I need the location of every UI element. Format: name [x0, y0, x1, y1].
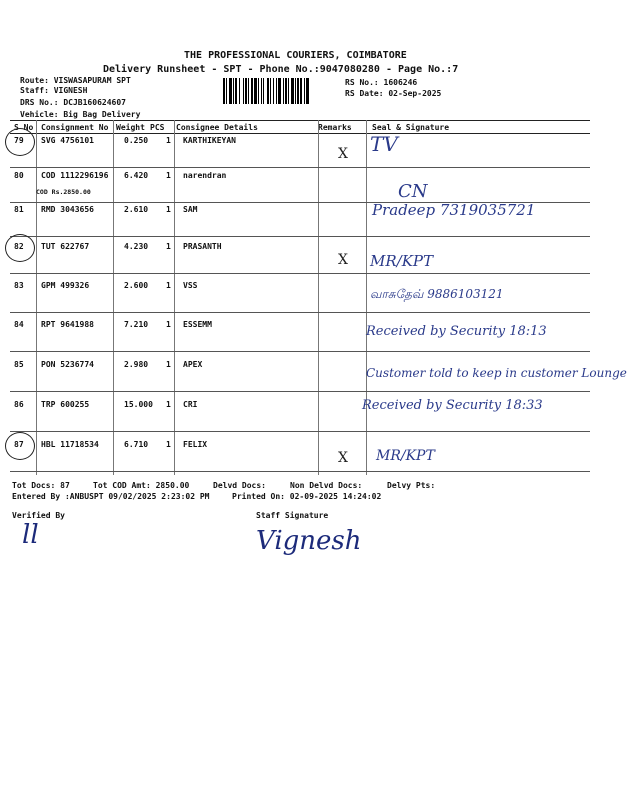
barcode-bar — [267, 78, 269, 104]
row-cod-amount: COD Rs.2850.00 — [36, 188, 91, 196]
row-consignee: VSS — [183, 281, 198, 290]
barcode-bar — [304, 78, 305, 104]
row-weight: 2.980 — [124, 360, 149, 369]
tot-docs: Tot Docs: 87 — [12, 481, 70, 490]
barcode-bar — [278, 78, 281, 104]
row-sno: 87 — [14, 440, 24, 449]
row-weight: 7.210 — [124, 320, 149, 329]
row-remark-mark: X — [338, 252, 348, 268]
barcode-bar — [306, 78, 309, 104]
row-consignment: GPM 499326 — [41, 281, 90, 290]
col-remarks: Remarks — [318, 123, 352, 132]
barcode-bar — [239, 78, 240, 104]
table-header-rule — [10, 133, 590, 134]
row-separator — [10, 351, 590, 352]
row-seal-signature: Customer told to keep in customer Lounge — [366, 366, 627, 380]
row-consignee: SAM — [183, 205, 198, 214]
barcode-bar — [297, 78, 299, 104]
barcode-bar — [235, 78, 237, 104]
row-seal-signature: Pradeep 7319035721 — [372, 201, 536, 219]
row-consignment: HBL 11718534 — [41, 440, 99, 449]
barcode-bar — [273, 78, 274, 104]
barcode-bar — [291, 78, 294, 104]
row-seal-signature: வாசுதேவ் 9886103121 — [370, 287, 504, 301]
col-weight: Weight — [116, 123, 145, 132]
barcode-bar — [295, 78, 296, 104]
row-weight: 4.230 — [124, 242, 149, 251]
barcode-bar — [263, 78, 264, 104]
row-consignment: TRP 600255 — [41, 400, 90, 409]
row-consignment: COD 1112296196 — [41, 171, 109, 180]
staff-label: Staff: VIGNESH — [20, 86, 88, 95]
row-weight: 2.610 — [124, 205, 149, 214]
col-sep — [366, 120, 367, 475]
barcode-bar — [261, 78, 262, 104]
rs-date: RS Date: 02-Sep-2025 — [345, 89, 442, 98]
barcode-bar — [285, 78, 287, 104]
printed-on: Printed On: 02-09-2025 14:24:02 — [232, 492, 382, 501]
barcode-bar — [254, 78, 257, 104]
row-pcs: 1 — [166, 205, 171, 214]
row-remark-mark: X — [338, 146, 348, 162]
barcode-bar — [283, 78, 284, 104]
row-sno: 85 — [14, 360, 24, 369]
col-seal: Seal & Signature — [372, 123, 450, 132]
barcode-bar — [229, 78, 232, 104]
row-consignee: APEX — [183, 360, 203, 369]
row-seal-signature: TV — [370, 132, 398, 156]
row-sno: 86 — [14, 400, 24, 409]
row-separator — [10, 431, 590, 432]
col-sep — [36, 120, 37, 475]
row-pcs: 1 — [166, 400, 171, 409]
row-pcs: 1 — [166, 360, 171, 369]
row-separator — [10, 273, 590, 274]
row-consignment: RPT 9641988 — [41, 320, 94, 329]
row-separator — [10, 312, 590, 313]
col-pcs: PCS — [150, 123, 165, 132]
runsheet-subtitle: Delivery Runsheet - SPT - Phone No.:9047080280 - Page No.:7 — [103, 64, 459, 75]
row-consignee: CRI — [183, 400, 198, 409]
row-pcs: 1 — [166, 242, 171, 251]
row-remark-mark: X — [338, 450, 348, 466]
row-pcs: 1 — [166, 320, 171, 329]
row-sno: 82 — [14, 242, 24, 251]
row-separator — [10, 167, 590, 168]
row-pcs: 1 — [166, 136, 171, 145]
col-consignee: Consignee Details — [176, 123, 258, 132]
row-weight: 6.710 — [124, 440, 149, 449]
row-consignee: ESSEMM — [183, 320, 212, 329]
rs-number: RS No.: 1606246 — [345, 78, 418, 87]
row-seal-signature: MR/KPT — [370, 252, 434, 270]
staff-signature-label: Staff Signature — [256, 511, 329, 520]
row-sno: 79 — [14, 136, 24, 145]
table-top-rule — [10, 120, 590, 121]
row-sno: 84 — [14, 320, 24, 329]
verified-by-label: Verified By — [12, 511, 65, 520]
row-consignment: RMD 3043656 — [41, 205, 94, 214]
row-weight: 15.000 — [124, 400, 153, 409]
row-pcs: 1 — [166, 440, 171, 449]
barcode-bar — [243, 78, 244, 104]
row-weight: 2.600 — [124, 281, 149, 290]
sno-circle-mark — [5, 128, 35, 156]
non-delvd-docs: Non Delvd Docs: — [290, 481, 363, 490]
row-separator — [10, 471, 590, 472]
barcode — [222, 78, 340, 104]
barcode-bar — [245, 78, 247, 104]
row-consignee: FELIX — [183, 440, 208, 449]
row-pcs: 1 — [166, 171, 171, 180]
barcode-bar — [251, 78, 253, 104]
barcode-bar — [226, 78, 227, 104]
col-sep — [174, 120, 175, 475]
row-pcs: 1 — [166, 281, 171, 290]
col-consignment: Consignment No — [41, 123, 109, 132]
staff-signature: Vignesh — [256, 526, 362, 556]
row-weight: 6.420 — [124, 171, 149, 180]
barcode-bar — [300, 78, 302, 104]
row-weight: 0.250 — [124, 136, 149, 145]
col-sep — [318, 120, 319, 475]
delvy-pts: Delvy Pts: — [387, 481, 436, 490]
row-sno: 81 — [14, 205, 24, 214]
row-consignment: TUT 622767 — [41, 242, 90, 251]
row-consignee: KARTHIKEYAN — [183, 136, 236, 145]
row-separator — [10, 236, 590, 237]
company-title: THE PROFESSIONAL COURIERS, COIMBATORE — [184, 50, 407, 61]
sno-circle-mark — [5, 432, 35, 460]
barcode-bar — [233, 78, 234, 104]
col-sep — [113, 120, 114, 475]
row-sno: 83 — [14, 281, 24, 290]
verified-signature: ll — [22, 520, 39, 550]
col-sno: S No — [14, 123, 34, 132]
route-label: Route: VISWASAPURAM SPT — [20, 76, 131, 85]
tot-cod-amt: Tot COD Amt: 2850.00 — [93, 481, 190, 490]
row-separator — [10, 391, 590, 392]
row-seal-signature: Received by Security 18:33 — [362, 398, 543, 413]
drs-label: DRS No.: DCJB160624607 — [20, 98, 126, 107]
vehicle-label: Vehicle: Big Bag Delivery — [20, 110, 141, 119]
entered-by: Entered By :ANBUSPT 09/02/2025 2:23:02 PM — [12, 492, 210, 501]
sno-circle-mark — [5, 234, 35, 262]
barcode-bar — [248, 78, 249, 104]
row-sno: 80 — [14, 171, 24, 180]
barcode-bar — [288, 78, 289, 104]
delvd-docs: Delvd Docs: — [213, 481, 266, 490]
row-seal-signature: Received by Security 18:13 — [366, 324, 547, 339]
row-consignee: PRASANTH — [183, 242, 222, 251]
row-consignee: narendran — [183, 171, 227, 180]
barcode-bar — [223, 78, 225, 104]
row-seal-signature: MR/KPT — [376, 448, 435, 464]
barcode-bar — [276, 78, 277, 104]
row-consignment: PON 5236774 — [41, 360, 94, 369]
barcode-bar — [258, 78, 259, 104]
row-seal-signature: CN — [398, 181, 428, 202]
row-consignment: SVG 4756101 — [41, 136, 94, 145]
barcode-bar — [270, 78, 271, 104]
